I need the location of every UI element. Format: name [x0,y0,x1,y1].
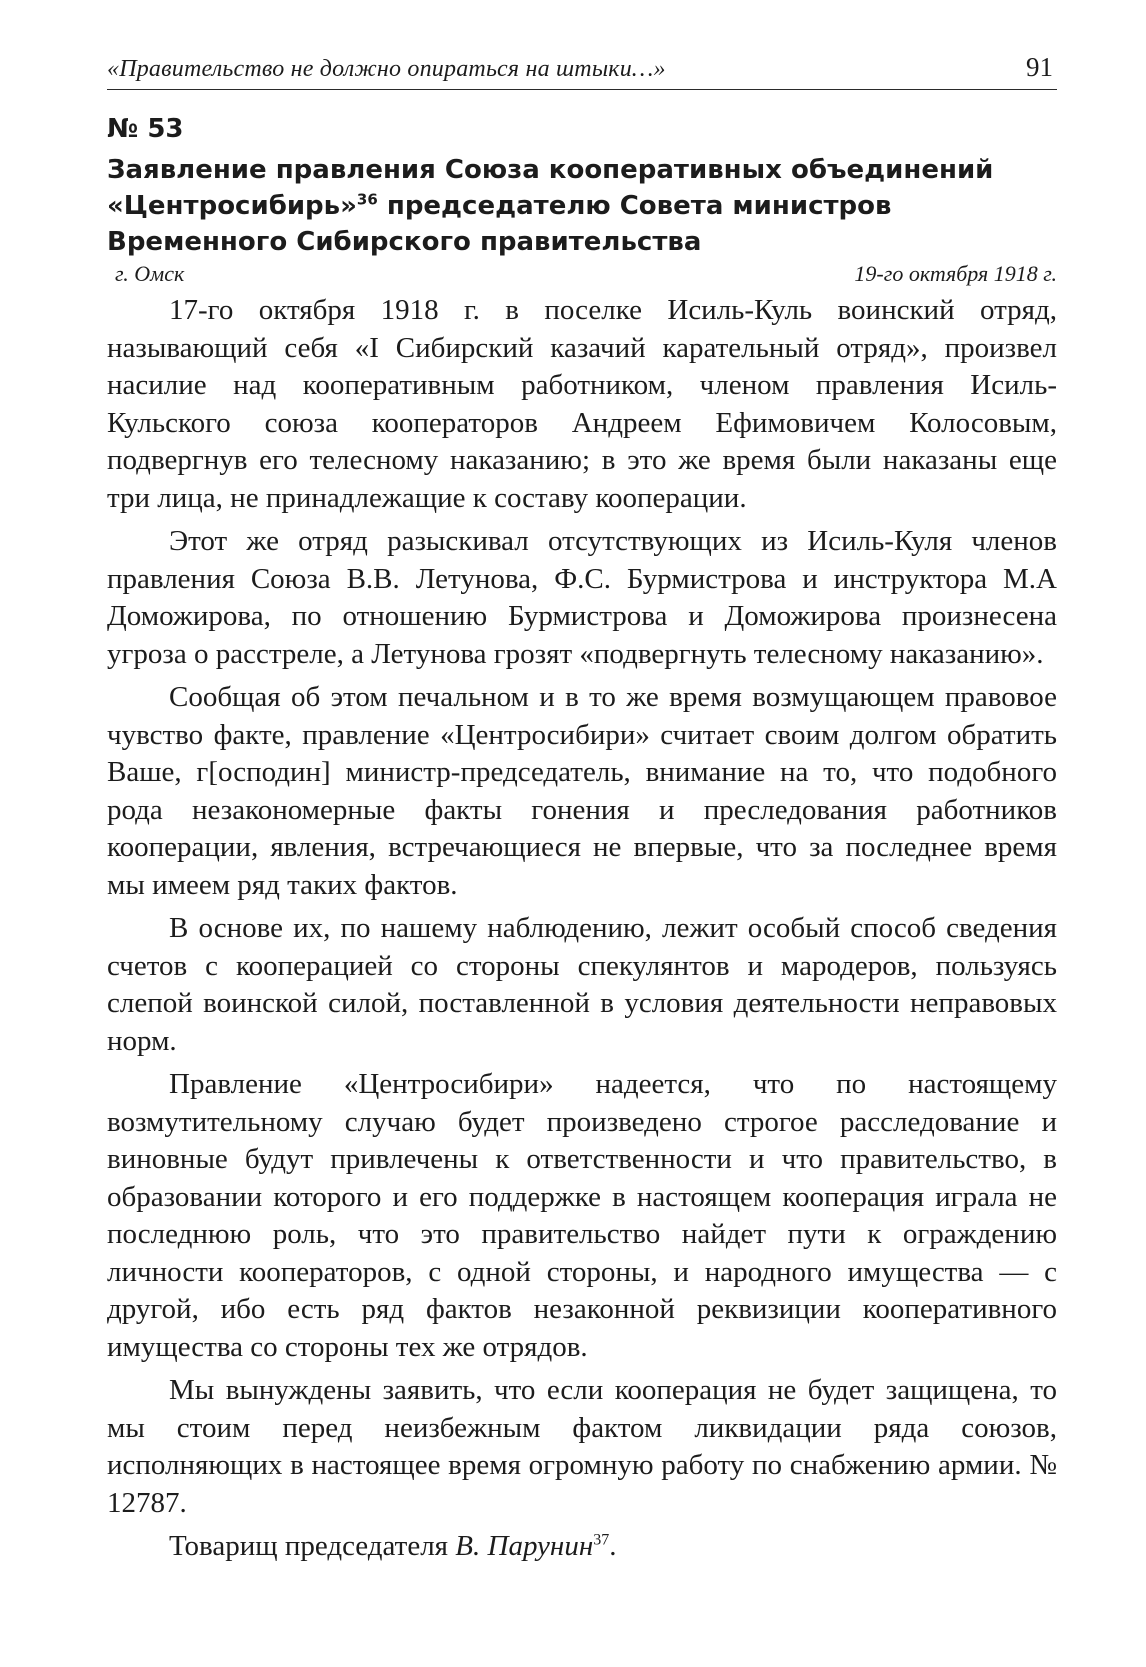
page-number: 91 [1026,52,1053,82]
signature-name: В. Парунин [455,1530,594,1562]
place-date-line [107,260,1057,288]
signature-role: Товарищ председателя [169,1530,456,1562]
paragraph: В основе их, по нашему наблюдению, лежит особый способ сведения счетов с кооперацией со стороны спекулянтов и мародеров, пользуясь слепой воинской силой, поставленной в условия деятельности неправовых норм. [107,912,1057,1057]
document-title [107,152,1057,260]
paragraph: Мы вынуждены заявить, что если кооперация не будет защищена, то мы стоим перед неизбежным фактом ликвидации ряда союзов, исполняющих в настоящее время огромную работу по снабжению армии. № 12787. [107,1374,1057,1519]
paragraph: Сообщая об этом печальном и в то же время возмущающем правовое чувство факте, правление «Центросибири» считает своим долгом обратить Ваше, г[осподин] министр-председатель, внимание на то, что подобного рода незакономерные факты гонения и преследования работников кооперации, явления, встречающиеся не впервые, что за последнее время мы имеем ряд таких фактов. [107,681,1057,901]
document-date: 19-го октября 1918 г. [854,261,1057,286]
paragraph: 17-го октября 1918 г. в поселке Исиль-Куль воинский отряд, называющий себя «I Сибирский казачий карательный отряд», произвел насилие над кооперативным работником, членом правления Исиль-Кульского союза кооператоров Андреем Ефимовичем Колосовым, подвергнув его телесному наказанию; в это же время были наказаны еще три лица, не принадлежащие к составу кооперации. [107,294,1057,514]
document-title-part2: председателю Совета министров Временного Сибирского правительства [107,191,892,257]
paragraph: Этот же отряд разыскивал отсутствующих из Исиль-Куля членов правления Союза В.В. Летунова, Ф.С. Бурмистрова и инструктора М.А Доможирова, по отношению Бурмистрова и Доможирова произнесена угроза о расстреле, а Летунова грозят «подвергнуть телесному наказанию». [107,525,1057,670]
document-body [107,292,1057,1522]
running-title: «Правительство не должно опираться на штыки…» [107,56,666,82]
document-number: № 53 [107,114,184,144]
paragraph: Правление «Центросибири» надеется, что по настоящему возмутительному случаю будет произведено строгое расследование и виновные будут привлечены к ответственности и что правительство, в образовании которого и его поддержке в настоящем кооперация играла не последнюю роль, что это правительство найдет пути к ограждению личности кооператоров, с одной стороны, и народного имущества — с другой, ибо есть ряд фактов незаконной реквизиции кооперативного имущества со стороны тех же отрядов. [107,1068,1057,1363]
signature-end: . [609,1530,617,1562]
signature-footnote-marker: 37 [593,1531,610,1549]
document-place: г. Омск [115,261,185,286]
running-head [107,52,1057,90]
document-title-part1: Заявление правления Союза кооперативных объединений «Центросибирь» [107,155,994,221]
book-page [107,52,1057,1566]
title-footnote-marker: 36 [356,190,378,209]
signature-line [107,1528,1057,1566]
